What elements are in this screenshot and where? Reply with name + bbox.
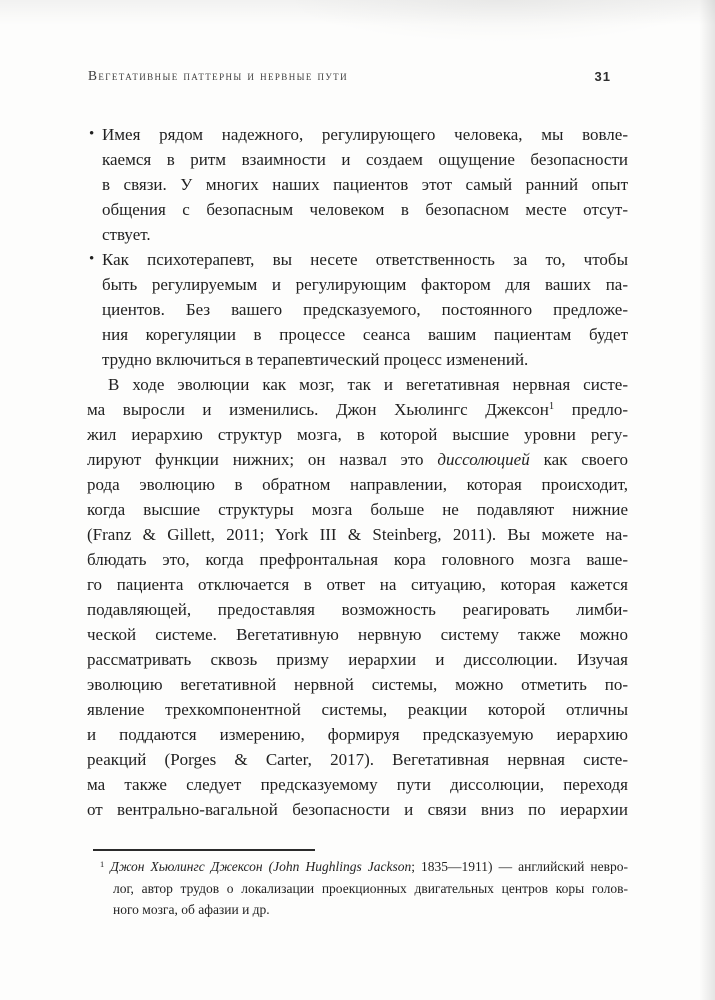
text-line: ма также следует предсказуемому пути диссолюции, переходя xyxy=(87,775,628,794)
text-line: лируют функции нижних; он назвал это диссолюцией как своего xyxy=(87,450,628,469)
text-line: ма выросли и изменились. Джон Хьюлингс Джексон$^1$ предло- xyxy=(87,400,628,419)
footnote xyxy=(87,849,628,921)
text-line: Имея рядом надежного, регулирующего человека, мы вовле- xyxy=(102,125,628,144)
text-line: В ходе эволюции как мозг, так и вегетативная нервная систе- xyxy=(108,375,628,394)
text-line: от вентрально-вагальной безопасности и связи вниз по иерархии xyxy=(87,800,628,819)
text-line: явление трехкомпонентной системы, реакции которой отличны xyxy=(87,700,628,719)
text-line: $^1$ Джон Хьюлингс Джексон (John Hughlings Jackson; 1835—1911) — английский невро- xyxy=(100,859,629,874)
text-line: эволюцию вегетативной нервной системы, можно отметить по- xyxy=(87,675,628,694)
text-line: рассматривать сквозь призму иерархии и диссолюции. Изучая xyxy=(87,650,628,669)
body-paragraph xyxy=(87,372,628,822)
footnote-text xyxy=(87,856,628,921)
text-line: общения с безопасным человеком в безопасном месте отсут- xyxy=(102,200,628,219)
text-line: блюдать это, когда префронтальная кора головного мозга ваше- xyxy=(87,550,628,569)
text-line: рода эволюцию в обратном направлении, которая происходит, xyxy=(87,475,628,494)
text-line: каемся в ритм взаимности и создаем ощущение безопасности xyxy=(102,150,628,169)
text-line: и поддаются измерению, формируя предсказуемую иерархию xyxy=(87,725,628,744)
bullet-marker: • xyxy=(89,251,95,267)
page-number: 31 xyxy=(594,69,611,84)
footnote-rule xyxy=(93,849,315,851)
text-line: когда высшие структуры мозга больше не подавляют нижние xyxy=(87,500,628,519)
text-block xyxy=(87,122,628,822)
text-line: в связи. У многих наших пациентов этот самый ранний опыт xyxy=(102,175,628,194)
bullet-item xyxy=(87,247,628,372)
text-line: реакций (Porges & Carter, 2017). Вегетативная нервная систе- xyxy=(87,750,628,769)
text-line: быть регулируемым и регулирующим фактором для ваших па- xyxy=(102,275,628,294)
text-line: (Franz & Gillett, 2011; York III & Steinberg, 2011). Вы можете на- xyxy=(87,525,628,544)
bullet-item xyxy=(87,122,628,247)
text-line: ствует. xyxy=(102,225,151,244)
text-line: ческой системе. Вегетативную нервную систему также можно xyxy=(87,625,628,644)
bullet-marker: • xyxy=(89,126,95,142)
bullet-text xyxy=(102,247,628,372)
running-header: Вегетативные паттерны и нервные пути xyxy=(88,68,348,83)
text-line: подавляющей, предоставляя возможность реагировать лимби- xyxy=(87,600,628,619)
text-line: ного мозга, об афазии и др. xyxy=(113,902,270,917)
text-line: жил иерархию структур мозга, в которой высшие уровни регу- xyxy=(87,425,628,444)
text-line: лог, автор трудов о локализации проекционных двигательных центров коры голов- xyxy=(113,880,628,896)
text-line: го пациента отключается в ответ на ситуацию, которая кажется xyxy=(87,575,628,594)
bullet-text xyxy=(102,122,628,247)
text-line: циентов. Без вашего предсказуемого, постоянного предложе- xyxy=(102,300,628,319)
text-line: ния корегуляции в процессе сеанса вашим пациентам будет xyxy=(102,325,628,344)
text-line: трудно включиться в терапевтический процесс изменений. xyxy=(102,350,529,369)
text-line: Как психотерапевт, вы несете ответственность за то, чтобы xyxy=(102,250,628,269)
